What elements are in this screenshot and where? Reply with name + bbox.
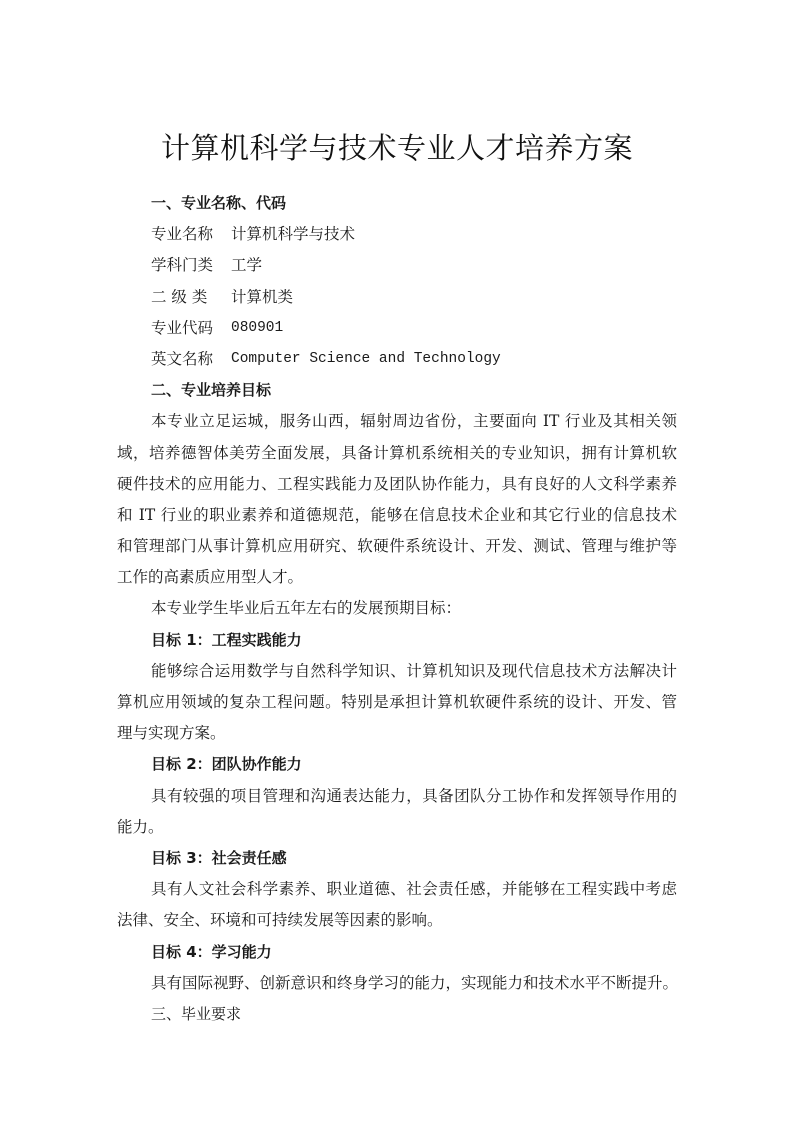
field-label: 二 级 类 xyxy=(151,287,208,306)
section-heading-major-name-code: 一、专业名称、代码 xyxy=(151,194,287,212)
document-title: 计算机科学与技术专业人才培养方案 xyxy=(160,131,633,165)
paragraph-line: 本专业学生毕业后五年左右的发展预期目标： xyxy=(151,599,462,618)
goal-heading-1: 目标 1：工程实践能力 xyxy=(151,630,302,649)
goal-paragraph-3 xyxy=(117,874,677,936)
field-label: 英文名称 xyxy=(151,349,214,368)
field-value: 工学 xyxy=(231,256,263,275)
paragraph-line: 能够综合运用数学与自然科学知识、计算机知识及现代信息技术方法解决计 xyxy=(151,661,677,680)
field-subcategory xyxy=(117,282,677,313)
goal-paragraph-2 xyxy=(117,781,677,843)
paragraph-line: 具有较强的项目管理和沟通表达能力，具备团队分工协作和发挥领导作用的 xyxy=(151,786,677,805)
paragraph-line: 本专业立足运城，服务山西，辐射周边省份，主要面向 IT 行业及其相关领 xyxy=(151,412,677,431)
section-heading-graduation-requirements: 三、毕业要求 xyxy=(151,1004,242,1023)
goal-heading-2: 目标 2：团队协作能力 xyxy=(151,755,302,774)
paragraph-line: 和 IT 行业的职业素养和道德规范，能够在信息技术企业和其它行业的信息技术 xyxy=(117,505,677,524)
field-value: 080901 xyxy=(231,319,284,336)
field-value: 计算机类 xyxy=(231,287,294,306)
field-value: 计算机科学与技术 xyxy=(231,225,356,244)
document-body xyxy=(117,188,677,1030)
section-heading-training-objectives: 二、专业培养目标 xyxy=(151,381,272,400)
field-discipline xyxy=(117,250,677,281)
paragraph-line: 理与实现方案。 xyxy=(117,724,226,743)
objectives-intro-paragraph xyxy=(117,406,677,593)
expectation-paragraph xyxy=(117,593,677,624)
field-label: 专业代码 xyxy=(151,318,214,337)
paragraph-line: 能力。 xyxy=(117,817,164,836)
paragraph-line: 工作的高素质应用型人才。 xyxy=(117,568,304,587)
field-label: 专业名称 xyxy=(151,225,214,244)
paragraph-line: 硬件技术的应用能力、工程实践能力及团队协作能力，具有良好的人文科学素养 xyxy=(117,474,677,493)
paragraph-line: 和管理部门从事计算机应用研究、软硬件系统设计、开发、测试、管理与维护等 xyxy=(117,537,677,556)
paragraph-line: 具有国际视野、创新意识和终身学习的能力，实现能力和技术水平不断提升。 xyxy=(151,973,679,992)
field-major-code xyxy=(117,313,677,344)
paragraph-line: 法律、安全、环境和可持续发展等因素的影响。 xyxy=(117,911,443,930)
paragraph-line: 算机应用领域的复杂工程问题。特别是承担计算机软硬件系统的设计、开发、管 xyxy=(117,693,677,711)
goal-paragraph-4 xyxy=(117,968,677,999)
paragraph-line: 具有人文社会科学素养、职业道德、社会责任感，并能够在工程实践中考虑 xyxy=(151,880,677,899)
field-major-name xyxy=(117,219,677,250)
field-english-name xyxy=(117,344,677,375)
paragraph-line: 域，培养德智体美劳全面发展，具备计算机系统相关的专业知识，拥有计算机软 xyxy=(117,443,677,462)
goal-paragraph-1 xyxy=(117,656,677,750)
goal-heading-4: 目标 4：学习能力 xyxy=(151,942,272,961)
goal-heading-3: 目标 3：社会责任感 xyxy=(151,848,287,867)
field-label: 学科门类 xyxy=(151,256,214,275)
field-value: Computer Science and Technology xyxy=(231,350,501,367)
